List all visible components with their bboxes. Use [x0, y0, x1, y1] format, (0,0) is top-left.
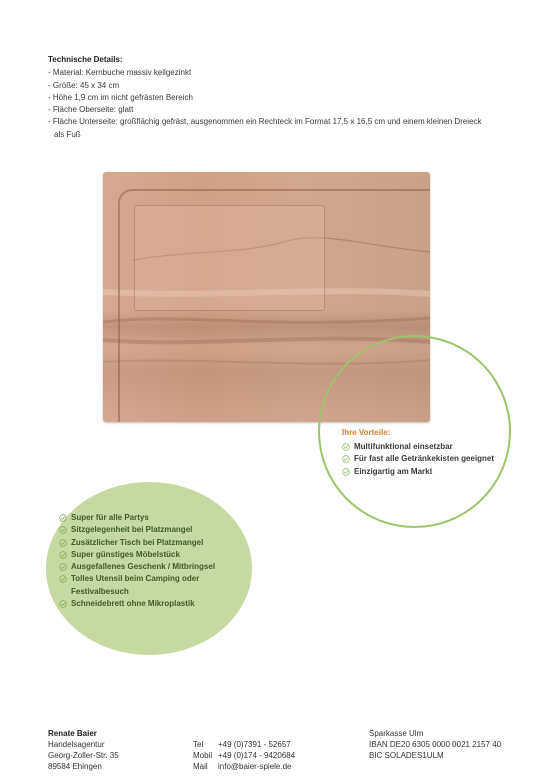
advantage-item-text: Einzigartig am Markt [354, 466, 433, 476]
footer-bank-name: Sparkasse Ulm [369, 729, 424, 738]
footer-company: Handelsagentur [48, 740, 105, 749]
benefit-item [59, 512, 215, 524]
tech-item-material: - Material: Kernbuche massiv keilgezinkt [48, 68, 192, 78]
contact-label: Tel [193, 740, 204, 749]
benefit-item [59, 598, 215, 610]
advantage-item [342, 441, 494, 454]
advantage-item-text: Multifunktional einsetzbar [354, 441, 453, 451]
footer-name: Renate Baier [48, 729, 97, 738]
footer-contact [193, 728, 295, 772]
check-circle-icon [342, 443, 350, 451]
benefit-item [59, 561, 215, 573]
benefits-list [59, 512, 215, 610]
tech-item-top-surface: - Fläche Oberseite: glatt [48, 105, 134, 115]
footer-bank [369, 728, 501, 761]
benefit-item-text: Super für alle Partys [71, 513, 149, 522]
contact-label: Mail [193, 762, 208, 771]
check-circle-icon [59, 526, 67, 534]
check-circle-icon [342, 468, 350, 476]
check-circle-icon [59, 563, 67, 571]
footer-address [48, 728, 119, 772]
benefit-item [59, 549, 215, 561]
advantage-item [342, 453, 494, 466]
milled-recess [134, 205, 325, 311]
tech-item-bottom-surface-continuation: als Fuß [54, 129, 81, 139]
benefit-item [59, 573, 215, 598]
benefit-item-text: Schneidebrett ohne Mikroplastik [71, 599, 195, 609]
footer-bic: BIC SOLADES1ULM [369, 751, 444, 760]
footer-street: Georg-Zoller-Str. 35 [48, 751, 119, 760]
tech-item-size: - Größe: 45 x 34 cm [48, 80, 120, 90]
technical-details-title: Technische Details: [48, 55, 123, 64]
tech-item-height: - Höhe 1,9 cm im nicht gefrästen Bereich [48, 92, 193, 102]
check-circle-icon [59, 514, 67, 522]
check-circle-icon [342, 455, 350, 463]
footer-iban: IBAN DE20 6305 0000 0021 2157 40 [369, 740, 502, 749]
benefit-item-text: Sitzgelegenheit bei Platzmangel [71, 525, 193, 535]
check-circle-icon [59, 575, 67, 583]
benefit-item [59, 537, 215, 549]
benefit-item [59, 524, 215, 536]
footer-contact-tel [193, 739, 295, 750]
tech-item-bottom-surface: - Fläche Unterseite: großflächig gefräst, ausgenommen ein Rechteck im Format 17,5 x 16,5 cm und einem kleinen Dreieck [48, 117, 482, 127]
check-circle-icon [59, 551, 67, 559]
contact-value: +49 (0)174 - 9420684 [218, 751, 296, 760]
footer-contact-mail [193, 761, 295, 772]
benefit-item-text: Tolles Utensil beim Camping oder [71, 574, 200, 584]
advantages-box [342, 427, 494, 478]
benefit-item-text: Zusätzlicher Tisch bei Platzmangel [71, 537, 204, 547]
contact-email-link[interactable]: info@baier-spiele.de [218, 762, 292, 771]
advantage-item-text: Für fast alle Getränkekisten geeignet [354, 454, 495, 463]
technical-details [48, 54, 518, 141]
check-circle-icon [59, 539, 67, 547]
benefit-item-text-wrapper [71, 573, 199, 598]
advantages-title: Ihre Vorteile: [342, 428, 391, 437]
footer-contact-mobile [193, 750, 295, 761]
benefit-item-text: Ausgefallenes Geschenk / Mitbringsel [71, 562, 216, 572]
footer-city: 89584 Ehingen [48, 762, 102, 771]
contact-value: +49 (0)7391 - 52657 [218, 740, 291, 749]
advantage-item [342, 466, 494, 479]
contact-label: Mobil [193, 751, 213, 760]
check-circle-icon [59, 600, 67, 608]
benefit-item-text: Super günstiges Möbelstück [71, 549, 180, 559]
benefit-item-text-continuation: Festivalbesuch [71, 586, 129, 596]
